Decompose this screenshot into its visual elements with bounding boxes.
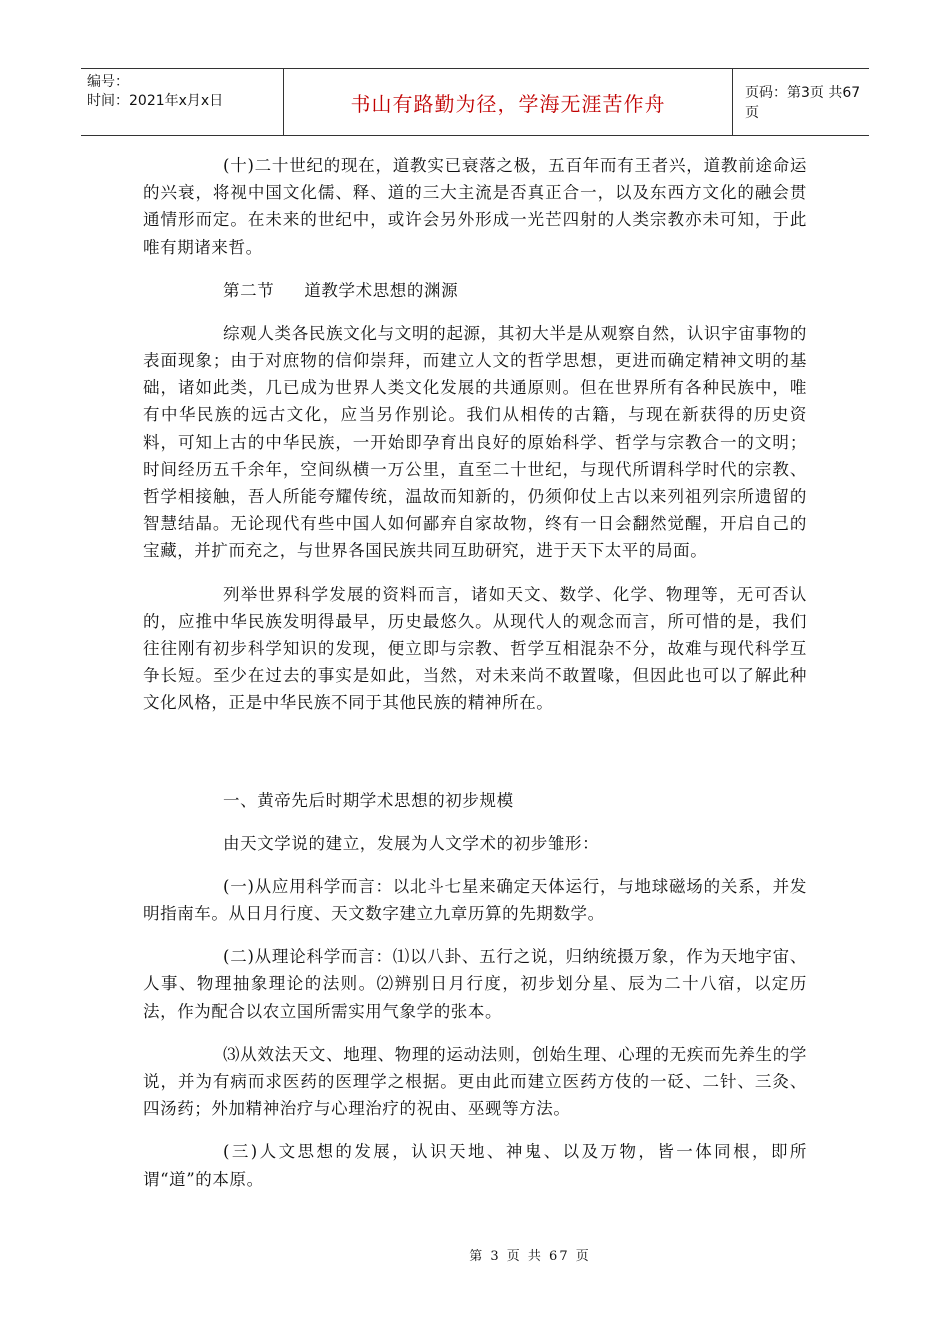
header-motto: 书山有路勤为径，学海无涯苦作舟 xyxy=(283,69,733,135)
paragraph-7: ⑶从效法天文、地理、物理的运动法则，创始生理、心理的无疾而先养生的学说，并为有病而求医药的医理学之根据。更由此而建立医药方伎的一砭、二针、三灸、四汤药；外加精神治疗与心理治疗的祝由、巫觋等方法。 xyxy=(143,1044,807,1119)
number-label: 编号： xyxy=(87,74,129,90)
header-page-info: 页码：第3页 共67页 xyxy=(745,85,861,121)
date-label: 时间：2021年x月x日 xyxy=(87,93,224,109)
blank-space xyxy=(143,733,807,787)
section-title: 道教学术思想的渊源 xyxy=(304,280,459,300)
paragraph-4: 由天文学说的建立，发展为人文学术的初步雏形： xyxy=(223,833,600,853)
page-header xyxy=(81,68,869,136)
page-footer: 第 3 页 共 67 页 xyxy=(469,1249,591,1264)
paragraph-1: (十)二十世纪的现在，道教实已衰落之极，五百年而有王者兴，道教前途命运的兴衰，将视中国文化儒、释、道的三大主流是否真正合一，以及东西方文化的融会贯通情形而定。在未来的世纪中，或许会另外形成一光芒四射的人类宗教亦未可知，于此唯有期诸来哲。 xyxy=(143,156,807,257)
paragraph-5: (一)从应用科学而言：以北斗七星来确定天体运行，与地球磁场的关系，并发明指南车。从日月行度、天文数字建立九章历算的先期数学。 xyxy=(143,876,807,924)
document-body xyxy=(143,152,807,1209)
paragraph-6: (二)从理论科学而言：⑴以八卦、五行之说，归纳统摄万象，作为天地宇宙、人事、物理抽象理论的法则。⑵辨别日月行度，初步划分星、辰为二十八宿，以定历法，作为配合以农立国所需实用气象学的张本。 xyxy=(143,947,807,1021)
paragraph-8: (三)人文思想的发展，认识天地、神鬼、以及万物，皆一体同根，即所谓“道”的本原。 xyxy=(143,1142,807,1189)
paragraph-3: 列举世界科学发展的资料而言，诸如天文、数学、化学、物理等，无可否认的，应推中华民族发明得最早，历史最悠久。从现代人的观念而言，所可惜的是，我们往往刚有初步科学知识的发现，便立即与宗教、哲学互相混杂不分，故难与现代科学互争长短。至少在过去的事实是如此，当然，对未来尚不敢置喙，但因此也可以了解此种文化风格，正是中华民族不同于其他民族的精神所在。 xyxy=(143,584,807,713)
paragraph-2: 综观人类各民族文化与文明的起源，其初大半是从观察自然，认识宇宙事物的表面现象；由于对庶物的信仰崇拜，而建立人文的哲学思想，更进而确定精神文明的基础，诸如此类，几已成为世界人类文化发展的共通原则。但在世界所有各种民族中，唯有中华民族的远古文化，应当另作别论。我们从相传的古籍，与现在新获得的历史资料，可知上古的中华民族，一开始即孕育出良好的原始科学、哲学与宗教合一的文明；时间经历五千余年，空间纵横一万公里，直至二十世纪，与现代所谓科学时代的宗教、哲学相接触，吾人所能夸耀传统，温故而知新的，仍须仰仗上古以来列祖列宗所遗留的智慧结晶。无论现代有些中国人如何鄙弃自家故物，终有一日会翻然觉醒，开启自己的宝藏，并扩而充之，与世界各国民族共同互助研究，进于天下太平的局面。 xyxy=(143,323,807,561)
header-meta xyxy=(81,69,283,135)
section-number: 第二节 xyxy=(223,280,275,300)
subheading-1: 一、黄帝先后时期学术思想的初步规模 xyxy=(223,790,514,810)
section-heading xyxy=(143,277,807,304)
